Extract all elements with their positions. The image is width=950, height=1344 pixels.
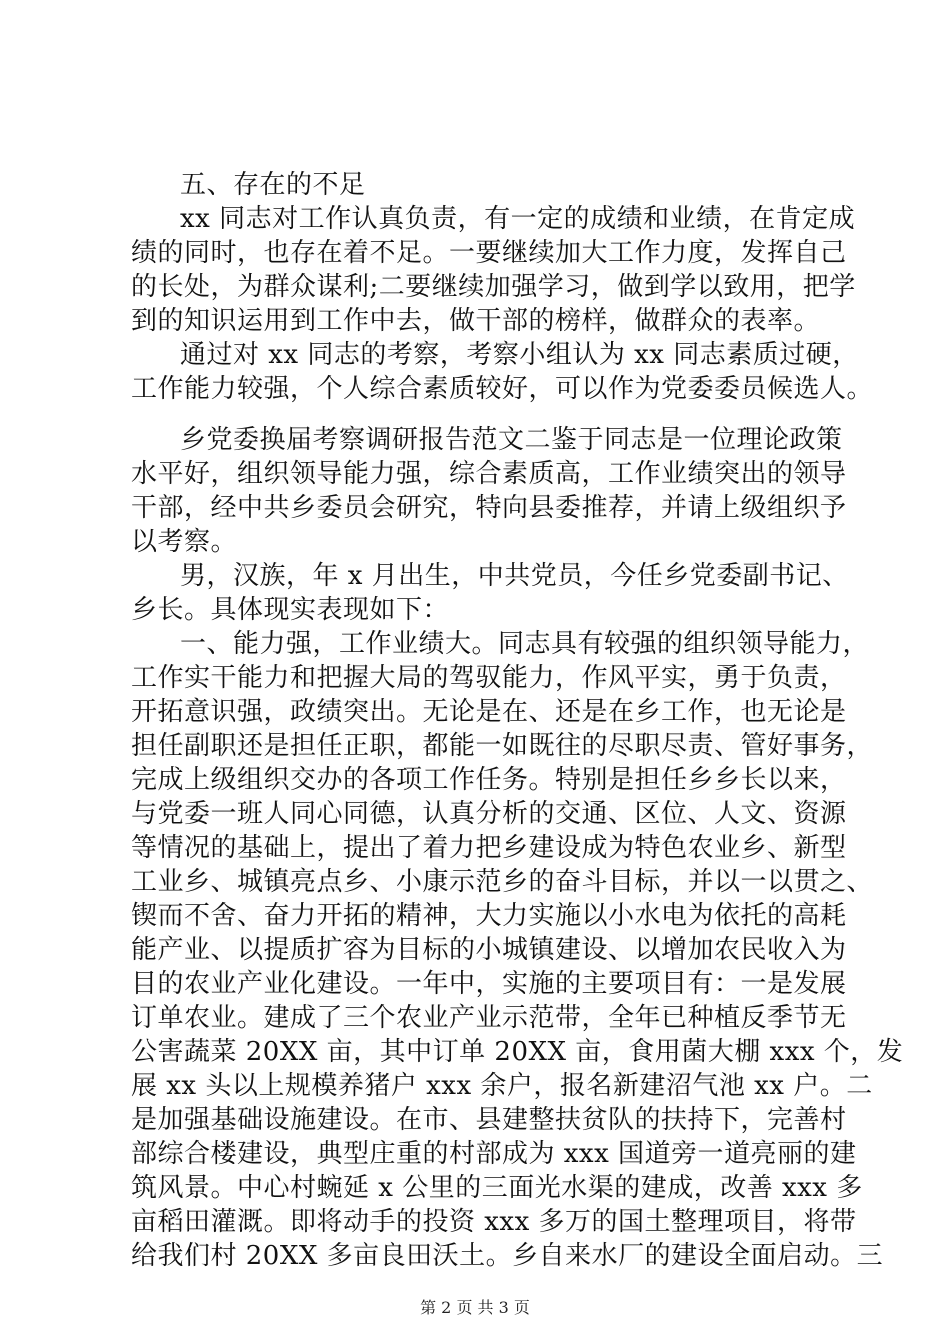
- paragraph-line: xx 同志对工作认真负责，有一定的成绩和业绩，在肯定成: [180, 204, 856, 234]
- paragraph-line: 公害蔬菜 20XX 亩，其中订单 20XX 亩，食用菌大棚 xxx 个，发: [131, 1037, 904, 1067]
- paragraph-line: 开拓意识强，政绩突出。无论是在、还是在乡工作，也无论是: [131, 697, 847, 727]
- section-heading: 五、存在的不足: [180, 170, 366, 200]
- paragraph-line: 绩的同时，也存在着不足。一要继续加大工作力度，发挥自己: [131, 238, 847, 268]
- paragraph-line: 通过对 xx 同志的考察，考察小组认为 xx 同志素质过硬，: [180, 340, 859, 370]
- paragraph-line: 干部，经中共乡委员会研究，特向县委推荐，并请上级组织予: [131, 493, 847, 523]
- page-number-footer: 第 2 页 共 3 页: [420, 1298, 530, 1317]
- paragraph-line: 工作实干能力和把握大局的驾驭能力，作风平实，勇于负责，: [131, 663, 847, 693]
- paragraph-line: 筑风景。中心村蜿延 x 公里的三面光水渠的建成，改善 xxx 多: [131, 1173, 863, 1203]
- paragraph-line: 与党委一班人同心同德，认真分析的交通、区位、人文、资源: [131, 799, 847, 829]
- paragraph-line: 部综合楼建设，典型庄重的村部成为 xxx 国道旁一道亮丽的建: [131, 1139, 857, 1169]
- paragraph-line: 展 xx 头以上规模养猪户 xxx 余户，报名新建沼气池 xx 户。二: [131, 1071, 873, 1101]
- paragraph-line: 乡长。具体现实表现如下：: [131, 595, 450, 625]
- paragraph-line: 的长处，为群众谋利;二要继续加强学习，做到学以致用，把学: [131, 272, 856, 302]
- paragraph-line: 一、能力强，工作业绩大。同志具有较强的组织领导能力，: [180, 629, 870, 659]
- paragraph-line: 工作能力较强，个人综合素质较好，可以作为党委委员候选人。: [131, 374, 874, 404]
- paragraph-line: 等情况的基础上，提出了着力把乡建设成为特色农业乡、新型: [131, 833, 847, 863]
- paragraph-line: 订单农业。建成了三个农业产业示范带，全年已种植反季节无: [131, 1003, 847, 1033]
- paragraph-line: 到的知识运用到工作中去，做干部的榜样，做群众的表率。: [131, 306, 821, 336]
- paragraph-line: 乡党委换届考察调研报告范文二鉴于同志是一位理论政策: [180, 425, 843, 455]
- paragraph-line: 锲而不舍、奋力开拓的精神，大力实施以小水电为依托的高耗: [131, 901, 847, 931]
- paragraph-line: 以考察。: [131, 527, 238, 557]
- paragraph-line: 水平好，组织领导能力强，综合素质高，工作业绩突出的领导: [131, 459, 847, 489]
- paragraph-line: 给我们村 20XX 多亩良田沃土。乡自来水厂的建设全面启动。三: [131, 1241, 884, 1271]
- paragraph-line: 亩稻田灌溉。即将动手的投资 xxx 多万的国土整理项目，将带: [131, 1207, 857, 1237]
- paragraph-line: 目的农业产业化建设。一年中，实施的主要项目有：一是发展: [131, 969, 847, 999]
- paragraph-line: 能产业、以提质扩容为目标的小城镇建设、以增加农民收入为: [131, 935, 847, 965]
- paragraph-line: 是加强基础设施建设。在市、县建整扶贫队的扶持下，完善村: [131, 1105, 847, 1135]
- paragraph-line: 完成上级组织交办的各项工作任务。特别是担任乡乡长以来，: [131, 765, 847, 795]
- paragraph-line: 工业乡、城镇亮点乡、小康示范乡的奋斗目标，并以一以贯之、: [131, 867, 874, 897]
- paragraph-line: 担任副职还是担任正职，都能一如既往的尽职尽责、管好事务，: [131, 731, 874, 761]
- paragraph-line: 男，汉族，年 x 月出生，中共党员，今任乡党委副书记、: [180, 561, 849, 591]
